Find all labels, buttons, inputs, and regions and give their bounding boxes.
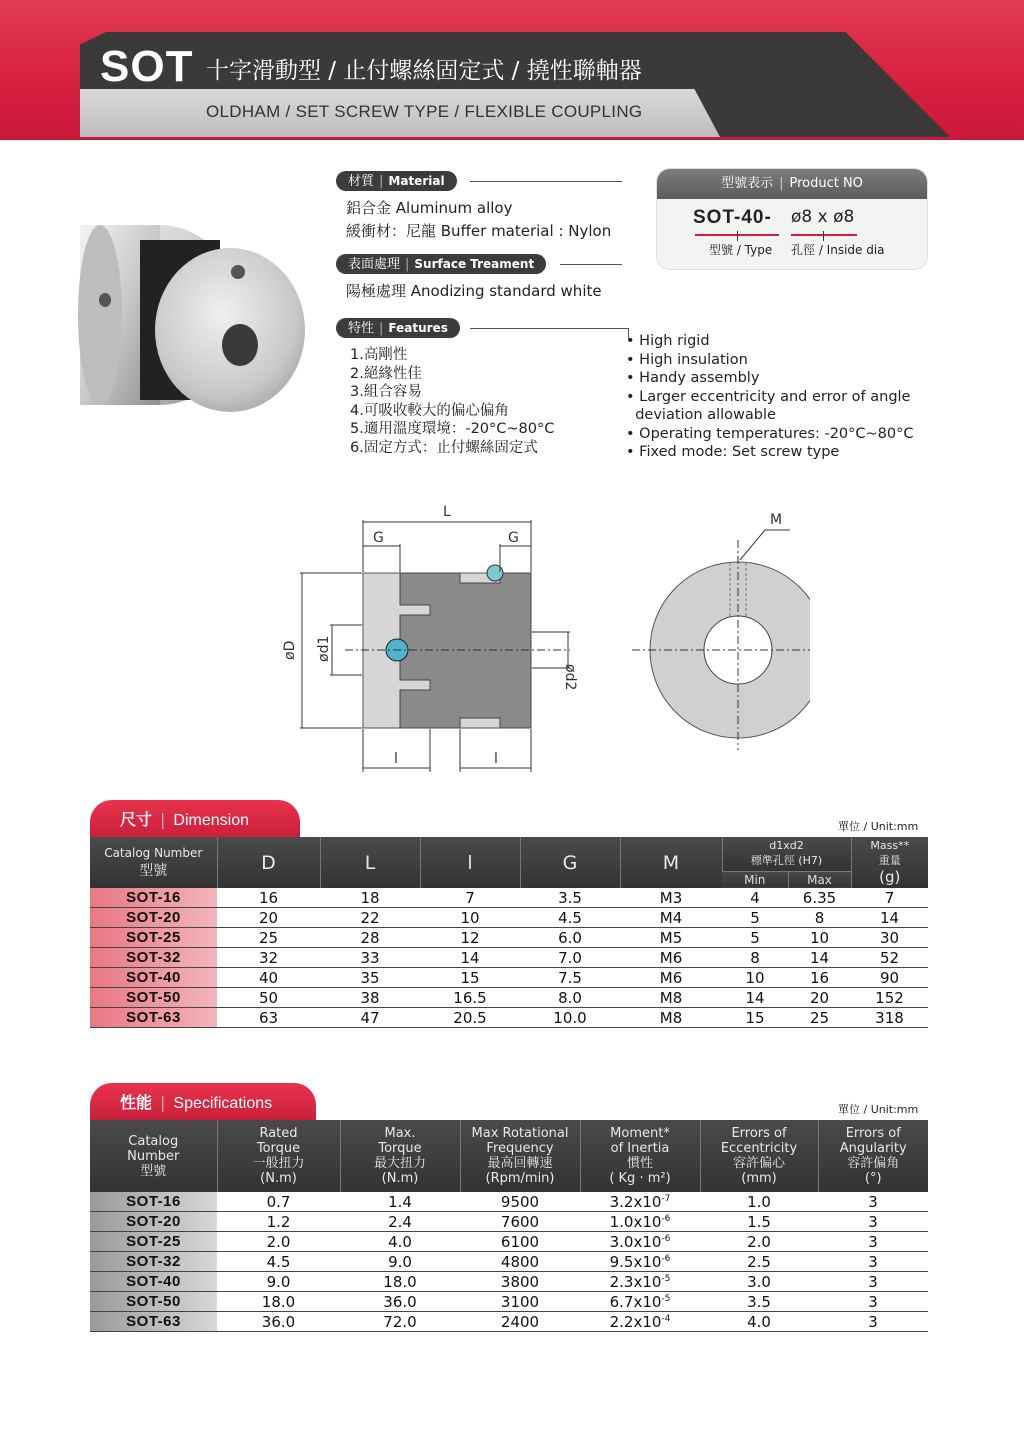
spec-cell-max: 36.0 — [340, 1292, 460, 1312]
dim-cell-L: 18 — [320, 888, 420, 908]
spec-col-catalog: Catalog Number 型號 — [90, 1120, 217, 1192]
table-row — [90, 1008, 928, 1028]
dim-cell-l: 14 — [420, 948, 520, 968]
surface-pill: 表面處理 | Surface Treament — [336, 254, 546, 274]
table-row — [90, 1252, 928, 1272]
table-row — [90, 1292, 928, 1312]
feature-en-item: • Fixed mode: Set screw type — [626, 444, 840, 460]
table-row — [90, 928, 928, 948]
material-line2: 緩衝材：尼龍 Buffer material : Nylon — [346, 222, 612, 240]
dim-cell-max: 10 — [788, 928, 851, 948]
feature-en-item: • Larger eccentricity and error of angle — [626, 388, 911, 405]
dim-cell-G: 3.5 — [520, 888, 620, 908]
col-D: D — [217, 837, 320, 888]
dim-cell-max: 14 — [788, 948, 851, 968]
dim-cell-mass: 52 — [851, 948, 928, 968]
table-row — [90, 988, 928, 1008]
spec-cell-inertia — [580, 1312, 700, 1332]
dim-cell-max: 25 — [788, 1008, 851, 1028]
dim-cell-min: 5 — [722, 928, 788, 948]
spec-cell-ang: 3 — [818, 1292, 928, 1312]
dim-cell-mass: 318 — [851, 1008, 928, 1028]
feature-en-item: • Handy assembly — [626, 370, 760, 386]
table-row — [90, 1312, 928, 1332]
inertia-exponent: -6 — [661, 1253, 671, 1264]
specifications-table — [90, 1120, 928, 1332]
spec-cell-speed: 3100 — [460, 1292, 580, 1312]
dim-cell-mass: 152 — [851, 988, 928, 1008]
material-rule — [470, 181, 622, 182]
feature-cn-item: 5.適用溫度環境：-20°C~80°C — [350, 421, 555, 437]
dim-cell-max: 20 — [788, 988, 851, 1008]
catalog-cell: SOT-63 — [90, 1312, 217, 1332]
dim-M-label: M — [770, 512, 783, 528]
catalog-cell: SOT-50 — [90, 1292, 217, 1312]
table-row — [90, 888, 928, 908]
col-mass: Mass** 重量 (g) — [851, 837, 928, 888]
spec-cell-ang: 3 — [818, 1272, 928, 1292]
product-no-bore: ø8 x ø8 — [791, 207, 855, 227]
spec-cell-ecc: 1.0 — [700, 1192, 818, 1212]
dim-cell-D: 32 — [217, 948, 320, 968]
table-row — [90, 908, 928, 928]
material-line1: 鋁合金 Aluminum alloy — [346, 199, 513, 217]
dim-cell-D: 63 — [217, 1008, 320, 1028]
inertia-exponent: -6 — [661, 1233, 671, 1244]
dim-cell-mass: 7 — [851, 888, 928, 908]
spec-cell-max: 1.4 — [340, 1192, 460, 1212]
catalog-cell: SOT-32 — [90, 1252, 217, 1272]
specifications-unit: 單位 / Unit:mm — [838, 1103, 919, 1116]
feature-cn-item: 4.可吸收較大的偏心偏角 — [350, 402, 509, 419]
spec-cell-inertia — [580, 1232, 700, 1252]
inertia-exponent: -7 — [661, 1193, 671, 1204]
technical-drawing — [270, 500, 810, 780]
title-english: OLDHAM / SET SCREW TYPE / FLEXIBLE COUPLING — [206, 102, 643, 121]
dim-cell-min: 4 — [722, 888, 788, 908]
dim-cell-L: 47 — [320, 1008, 420, 1028]
catalog-cell: SOT-50 — [90, 988, 217, 1008]
dim-cell-l: 10 — [420, 908, 520, 928]
spec-cell-max: 72.0 — [340, 1312, 460, 1332]
dim-cell-D: 16 — [217, 888, 320, 908]
dim-cell-L: 35 — [320, 968, 420, 988]
spec-col-rated: Rated Torque 一般扭力 (N.m) — [217, 1120, 340, 1192]
spec-cell-ecc: 2.5 — [700, 1252, 818, 1272]
dim-cell-max: 8 — [788, 908, 851, 928]
spec-cell-rated: 18.0 — [217, 1292, 340, 1312]
dim-cell-mass: 90 — [851, 968, 928, 988]
dimension-tab: 尺寸 | Dimension — [90, 800, 300, 840]
spec-cell-inertia — [580, 1192, 700, 1212]
feature-en-item: deviation allowable — [635, 407, 776, 423]
dim-cell-D: 20 — [217, 908, 320, 928]
col-G: G — [520, 837, 620, 888]
spec-cell-ang: 3 — [818, 1212, 928, 1232]
spec-col-angularity: Errors of Angularity 容許偏角 (°) — [818, 1120, 928, 1192]
product-no-type-label: 型號 / Type — [709, 243, 773, 257]
spec-cell-inertia — [580, 1292, 700, 1312]
spec-cell-inertia — [580, 1272, 700, 1292]
spec-cell-rated: 9.0 — [217, 1272, 340, 1292]
dimension-table — [90, 837, 928, 1028]
features-pill: 特性 | Features — [336, 318, 460, 338]
spec-cell-rated: 2.0 — [217, 1232, 340, 1252]
spec-cell-rated: 1.2 — [217, 1212, 340, 1232]
spec-col-eccentricity: Errors of Eccentricity 容許偏心 (mm) — [700, 1120, 818, 1192]
dim-cell-G: 6.0 — [520, 928, 620, 948]
dim-l-label: l — [394, 751, 398, 767]
table-row — [90, 1212, 928, 1232]
dim-cell-L: 33 — [320, 948, 420, 968]
table-row — [90, 948, 928, 968]
spec-cell-inertia — [580, 1252, 700, 1272]
dim-cell-G: 10.0 — [520, 1008, 620, 1028]
table-row — [90, 968, 928, 988]
model-title: SOT — [100, 42, 194, 91]
table-row — [90, 1192, 928, 1212]
catalog-cell: SOT-20 — [90, 1212, 217, 1232]
dim-cell-min: 5 — [722, 908, 788, 928]
spec-cell-ecc: 4.0 — [700, 1312, 818, 1332]
catalog-cell: SOT-16 — [90, 888, 217, 908]
spec-cell-ang: 3 — [818, 1312, 928, 1332]
surface-line1: 陽極處理 Anodizing standard white — [346, 282, 602, 300]
inertia-exponent: -4 — [661, 1313, 671, 1324]
catalog-cell: SOT-25 — [90, 1232, 217, 1252]
inertia-exponent: -6 — [661, 1213, 671, 1224]
catalog-cell: SOT-40 — [90, 1272, 217, 1292]
dim-d1-label: ød1 — [316, 635, 332, 662]
col-M: M — [620, 837, 722, 888]
feature-cn-item: 3.組合容易 — [350, 384, 422, 400]
spec-cell-max: 18.0 — [340, 1272, 460, 1292]
inertia-exponent: -5 — [661, 1273, 671, 1284]
inertia-mantissa: 2.2x10 — [609, 1312, 662, 1331]
feature-cn-item: 2.絕緣性佳 — [350, 365, 422, 382]
col-bore: d1xd2 標準孔徑 (H7) — [722, 837, 851, 871]
dim-cell-M: M8 — [620, 988, 722, 1008]
features-cn-list — [350, 346, 554, 457]
product-no-bore-label: 孔徑 / Inside dia — [791, 243, 885, 257]
spec-cell-speed: 9500 — [460, 1192, 580, 1212]
inertia-mantissa: 2.3x10 — [609, 1272, 662, 1291]
surface-rule — [560, 264, 622, 265]
dim-cell-l: 16.5 — [420, 988, 520, 1008]
dim-cell-min: 14 — [722, 988, 788, 1008]
dim-cell-l: 12 — [420, 928, 520, 948]
feature-en-item: • Operating temperatures: -20°C~80°C — [626, 425, 914, 442]
spec-cell-inertia — [580, 1212, 700, 1232]
col-max: Max — [788, 871, 851, 888]
dim-cell-max: 6.35 — [788, 888, 851, 908]
catalog-cell: SOT-40 — [90, 968, 217, 988]
catalog-cell: SOT-20 — [90, 908, 217, 928]
spec-cell-ang: 3 — [818, 1252, 928, 1272]
dim-cell-G: 4.5 — [520, 908, 620, 928]
features-rule — [470, 328, 628, 329]
dim-D-label: øD — [282, 640, 298, 660]
feature-cn-item: 6.固定方式：止付螺絲固定式 — [350, 439, 538, 456]
spec-cell-speed: 7600 — [460, 1212, 580, 1232]
spec-cell-ecc: 1.5 — [700, 1212, 818, 1232]
inertia-mantissa: 6.7x10 — [609, 1292, 662, 1311]
dim-L-label: L — [443, 504, 451, 520]
title-chinese: 十字滑動型 / 止付螺絲固定式 / 撓性聯軸器 — [206, 58, 642, 84]
dim-cell-M: M6 — [620, 948, 722, 968]
col-min: Min — [722, 871, 788, 888]
product-no-tick — [823, 231, 824, 241]
dim-d2-label: ød2 — [562, 664, 578, 691]
feature-cn-item: 1.高剛性 — [350, 347, 408, 363]
feature-en-item: • High insulation — [626, 351, 748, 368]
dim-cell-L: 28 — [320, 928, 420, 948]
dim-cell-G: 8.0 — [520, 988, 620, 1008]
inertia-mantissa: 9.5x10 — [609, 1252, 662, 1271]
table-row — [90, 1272, 928, 1292]
dim-cell-mass: 14 — [851, 908, 928, 928]
spec-cell-max: 9.0 — [340, 1252, 460, 1272]
dim-G-label: G — [508, 530, 519, 546]
col-l: l — [420, 837, 520, 888]
inertia-mantissa: 3.2x10 — [609, 1192, 662, 1211]
dim-cell-M: M4 — [620, 908, 722, 928]
inertia-mantissa: 1.0x10 — [609, 1212, 662, 1231]
dimension-unit: 單位 / Unit:mm — [838, 820, 919, 833]
product-no-model: SOT-40- — [693, 207, 772, 228]
dim-cell-D: 50 — [217, 988, 320, 1008]
inertia-mantissa: 3.0x10 — [609, 1232, 662, 1251]
inertia-exponent: -5 — [661, 1293, 671, 1304]
feature-en-item: • High rigid — [626, 333, 710, 349]
spec-cell-rated: 4.5 — [217, 1252, 340, 1272]
spec-cell-ecc: 2.0 — [700, 1232, 818, 1252]
spec-cell-max: 4.0 — [340, 1232, 460, 1252]
catalog-cell: SOT-63 — [90, 1008, 217, 1028]
dim-cell-min: 8 — [722, 948, 788, 968]
dim-cell-l: 15 — [420, 968, 520, 988]
catalog-cell: SOT-25 — [90, 928, 217, 948]
spec-cell-ecc: 3.0 — [700, 1272, 818, 1292]
spec-cell-max: 2.4 — [340, 1212, 460, 1232]
dim-G-label: G — [373, 530, 384, 546]
col-catalog: Catalog Number 型號 — [90, 837, 217, 888]
spec-cell-rated: 0.7 — [217, 1192, 340, 1212]
spec-col-inertia: Moment* of Inertia 慣性 ( Kg · m²) — [580, 1120, 700, 1192]
material-pill: 材質 | Material — [336, 171, 457, 191]
product-no-header: 型號表示 | Product NO — [657, 169, 927, 199]
product-no-underline-bore — [791, 234, 857, 236]
product-no-tick — [737, 231, 738, 241]
spec-cell-speed: 2400 — [460, 1312, 580, 1332]
dim-cell-D: 40 — [217, 968, 320, 988]
dim-cell-L: 22 — [320, 908, 420, 928]
dim-cell-D: 25 — [217, 928, 320, 948]
spec-cell-speed: 6100 — [460, 1232, 580, 1252]
dim-cell-L: 38 — [320, 988, 420, 1008]
coupling-photo — [70, 200, 310, 440]
spec-col-speed: Max Rotational Frequency 最高回轉速 (Rpm/min) — [460, 1120, 580, 1192]
spec-cell-rated: 36.0 — [217, 1312, 340, 1332]
dim-cell-M: M6 — [620, 968, 722, 988]
table-row — [90, 1232, 928, 1252]
spec-cell-ecc: 3.5 — [700, 1292, 818, 1312]
dim-cell-l: 7 — [420, 888, 520, 908]
col-L: L — [320, 837, 420, 888]
dim-cell-G: 7.0 — [520, 948, 620, 968]
spec-col-max: Max. Torque 最大扭力 (N.m) — [340, 1120, 460, 1192]
product-no-box — [656, 168, 928, 270]
dim-cell-M: M5 — [620, 928, 722, 948]
dim-cell-G: 7.5 — [520, 968, 620, 988]
catalog-cell: SOT-32 — [90, 948, 217, 968]
spec-cell-speed: 3800 — [460, 1272, 580, 1292]
dim-cell-M: M3 — [620, 888, 722, 908]
dim-cell-l: 20.5 — [420, 1008, 520, 1028]
catalog-cell: SOT-16 — [90, 1192, 217, 1212]
dim-l-label: l — [494, 751, 498, 767]
dim-cell-min: 10 — [722, 968, 788, 988]
dim-cell-mass: 30 — [851, 928, 928, 948]
spec-cell-ang: 3 — [818, 1232, 928, 1252]
spec-cell-ang: 3 — [818, 1192, 928, 1212]
dim-cell-M: M8 — [620, 1008, 722, 1028]
dim-cell-min: 15 — [722, 1008, 788, 1028]
dim-cell-max: 16 — [788, 968, 851, 988]
features-en-list — [626, 332, 914, 462]
specifications-tab: 性能 | Specifications — [90, 1083, 316, 1123]
spec-cell-speed: 4800 — [460, 1252, 580, 1272]
